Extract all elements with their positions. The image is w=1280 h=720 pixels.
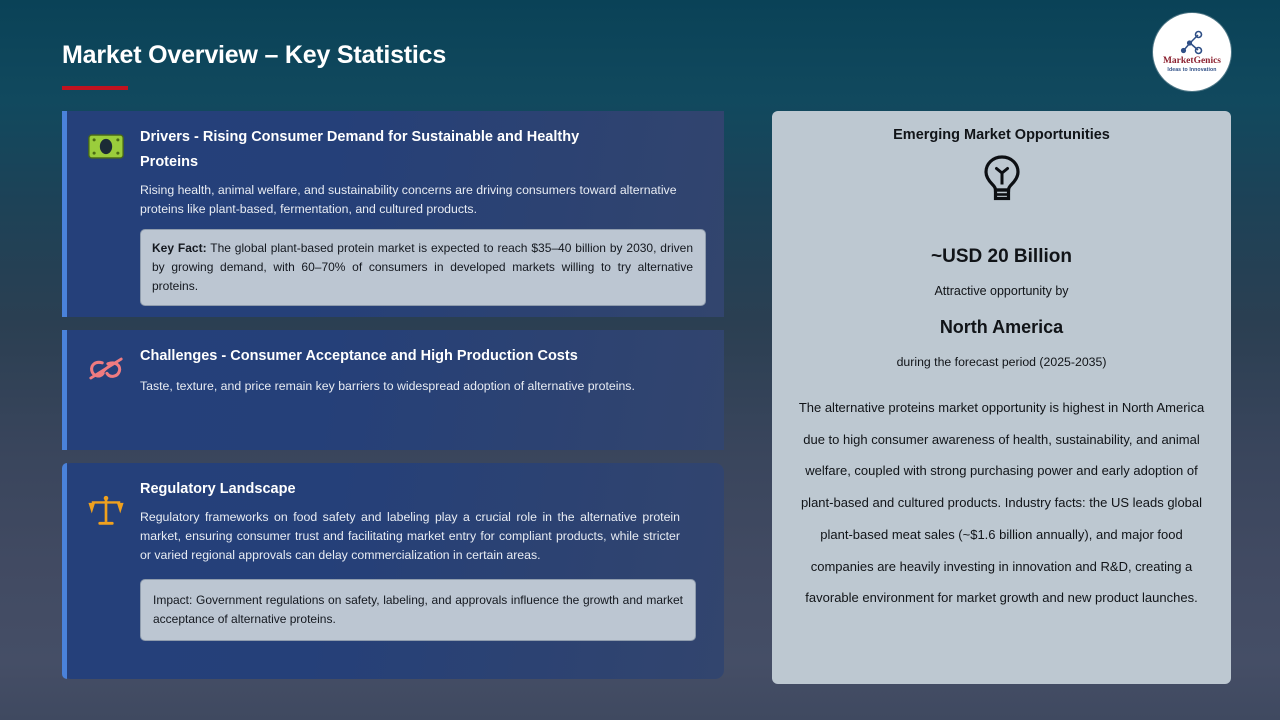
card-regulatory — [62, 463, 724, 679]
card-regulatory-title: Regulatory Landscape — [140, 481, 296, 497]
card-accent-bar — [62, 111, 67, 317]
card-challenges-body: Taste, texture, and price remain key barriers to widespread adoption of alternative proteins. — [140, 378, 635, 393]
card-regulatory-body: Regulatory frameworks on food safety and labeling play a crucial role in the alternative protein market, ensuring consumer trust and facilitating market entry for compliant products, while stricter or varied regional approvals can delay commercialization in certain areas. — [140, 509, 680, 563]
insight-cards-column — [62, 111, 724, 692]
page-title: Market Overview – Key Statistics — [62, 41, 447, 69]
card-drivers-body: Rising health, animal welfare, and sustainability concerns are driving consumers toward alternative proteins like plant-based, fermentation, and cultured products. — [140, 182, 677, 216]
card-challenges — [62, 330, 724, 450]
logo-wordmark: MarketGenics — [1162, 56, 1222, 67]
keyfact-label: Key Fact: — [152, 241, 207, 256]
balance-scale-icon — [85, 492, 127, 528]
card-challenges-title: Challenges - Consumer Acceptance and High Production Costs — [140, 348, 578, 364]
title-underline-rule — [62, 86, 128, 90]
network-nodes-icon — [1177, 30, 1207, 56]
card-accent-bar — [62, 463, 67, 679]
broken-link-icon — [85, 351, 127, 387]
keyfact-text: The global plant-based protein market is expected to reach $35–40 billion by 2030, driven by growing demand, with 60–70% of consumers in developed markets willing to try alternative proteins. — [152, 241, 693, 294]
opportunity-value: ~USD 20 Billion — [931, 246, 1072, 267]
card-drivers-keyfact — [140, 229, 706, 306]
lightbulb-icon — [975, 151, 1029, 205]
opportunity-region: North America — [939, 317, 1064, 337]
panel-title: Emerging Market Opportunities — [893, 127, 1110, 143]
brand-logo — [1153, 13, 1231, 91]
card-drivers-title: Drivers - Rising Consumer Demand for Sustainable and Healthy Proteins — [140, 129, 580, 170]
card-drivers — [62, 111, 724, 317]
opportunity-description: The alternative proteins market opportunity is highest in North America due to high consumer awareness of health, sustainability, and animal welfare, coupled with strong purchasing power and early adoption of plant-based and cultured products. Industry facts: the US leads global plant-based meat sales (~$1.6 billion annually), and major food companies are heavily investing in innovation and R&D, creating a favorable environment for market growth and new product launches. — [798, 400, 1205, 606]
card-accent-bar — [62, 330, 67, 450]
opportunity-forecast-period: during the forecast period (2025-2035) — [896, 355, 1107, 369]
logo-tagline: Ideas to Innovation — [1167, 67, 1217, 74]
card-regulatory-impact: Impact: Government regulations on safety, labeling, and approvals influence the growth and market acceptance of alternative proteins. — [140, 579, 696, 641]
opportunity-value-caption: Attractive opportunity by — [934, 284, 1069, 298]
banknote-icon — [85, 128, 127, 164]
emerging-opportunities-panel — [772, 111, 1231, 684]
